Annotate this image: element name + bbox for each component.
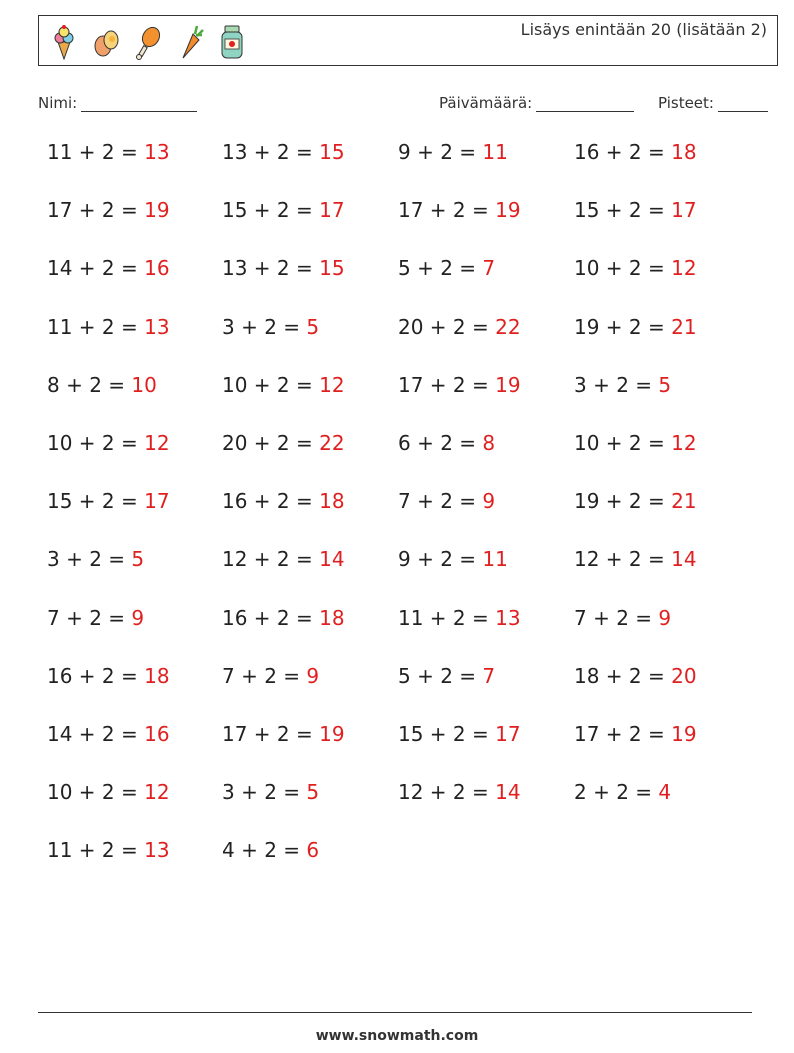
- problem-question: 14 + 2 =: [47, 722, 145, 746]
- problem-answer: 12: [144, 431, 170, 455]
- problem-question: 15 + 2 =: [574, 198, 672, 223]
- problem-item: [47, 722, 170, 746]
- worksheet-header: [38, 15, 778, 66]
- problem-answer: 13: [144, 314, 170, 339]
- problem-question: 16 + 2 =: [47, 663, 145, 688]
- problem-answer: 18: [671, 140, 697, 164]
- problem-answer: 16: [144, 256, 170, 281]
- problem-answer: 12: [144, 780, 170, 805]
- problem-answer: 9: [658, 605, 672, 630]
- name-label: Nimi:: [38, 94, 78, 112]
- problem-answer: 12: [319, 372, 345, 397]
- footer-divider: [38, 1012, 752, 1013]
- problem-answer: 22: [495, 314, 521, 339]
- problem-item: [574, 256, 697, 280]
- problem-item: [398, 780, 521, 804]
- problem-item: [574, 140, 697, 164]
- problem-question: 16 + 2 =: [222, 605, 320, 630]
- problem-question: 11 + 2 =: [398, 605, 496, 630]
- problem-question: 13 + 2 =: [222, 140, 320, 164]
- problem-question: 20 + 2 =: [222, 431, 320, 455]
- carrot-icon: [175, 22, 205, 62]
- problem-question: 4 + 2 =: [222, 838, 307, 863]
- problem-item: [574, 315, 697, 339]
- problem-question: 17 + 2 =: [574, 722, 672, 746]
- problem-item: [222, 838, 319, 862]
- problem-answer: 13: [144, 140, 170, 164]
- problem-answer: 13: [495, 605, 521, 630]
- ice-cream-icon: [49, 22, 79, 62]
- problem-item: [398, 664, 495, 688]
- problem-answer: 22: [319, 431, 345, 455]
- problem-question: 17 + 2 =: [222, 722, 320, 746]
- problem-answer: 14: [495, 780, 521, 805]
- problem-item: [222, 722, 345, 746]
- problem-answer: 17: [671, 198, 697, 223]
- problem-answer: 14: [319, 547, 345, 572]
- problem-item: [222, 431, 345, 455]
- problem-question: 3 + 2 =: [47, 547, 132, 572]
- problem-question: 15 + 2 =: [222, 198, 320, 223]
- problem-item: [574, 431, 697, 455]
- problem-answer: 16: [144, 722, 170, 746]
- problem-question: 13 + 2 =: [222, 256, 320, 281]
- date-line[interactable]: [536, 95, 634, 112]
- problem-answer: 6: [306, 838, 320, 863]
- problem-item: [222, 373, 345, 397]
- problem-question: 7 + 2 =: [574, 605, 659, 630]
- problem-answer: 18: [319, 489, 345, 514]
- problem-question: 12 + 2 =: [222, 547, 320, 572]
- problem-answer: 10: [131, 372, 157, 397]
- name-field[interactable]: [38, 94, 197, 112]
- problem-item: [222, 606, 345, 630]
- jam-jar-icon: [217, 22, 247, 62]
- problem-question: 19 + 2 =: [574, 314, 672, 339]
- problem-answer: 5: [131, 547, 145, 572]
- problem-question: 20 + 2 =: [398, 314, 496, 339]
- problem-answer: 19: [495, 198, 521, 223]
- problem-answer: 12: [671, 256, 697, 281]
- footer-url[interactable]: www.snowmath.com: [315, 1028, 479, 1044]
- problem-item: [398, 315, 521, 339]
- problem-answer: 15: [319, 140, 345, 164]
- header-icons: [49, 22, 247, 62]
- problem-answer: 15: [319, 256, 345, 281]
- problem-answer: 11: [482, 547, 508, 572]
- problem-item: [398, 547, 508, 571]
- problem-question: 16 + 2 =: [222, 489, 320, 514]
- problem-answer: 21: [671, 489, 697, 514]
- name-line[interactable]: [81, 95, 197, 112]
- score-label: Pisteet:: [658, 94, 714, 112]
- problem-question: 17 + 2 =: [47, 198, 145, 223]
- problem-question: 3 + 2 =: [222, 314, 307, 339]
- problem-item: [574, 547, 697, 571]
- problem-answer: 14: [671, 547, 697, 572]
- problem-question: 3 + 2 =: [222, 780, 307, 805]
- problem-item: [47, 373, 157, 397]
- problem-item: [398, 606, 521, 630]
- problem-item: [574, 722, 697, 746]
- problem-item: [47, 547, 144, 571]
- problem-answer: 19: [319, 722, 345, 746]
- problem-answer: 13: [144, 838, 170, 863]
- problem-answer: 18: [319, 605, 345, 630]
- problem-item: [222, 198, 345, 222]
- problem-item: [574, 198, 697, 222]
- problem-question: 3 + 2 =: [574, 372, 659, 397]
- problem-question: 15 + 2 =: [47, 489, 145, 514]
- score-field[interactable]: [658, 94, 768, 112]
- problem-item: [47, 606, 144, 630]
- problem-question: 11 + 2 =: [47, 314, 145, 339]
- problem-answer: 5: [306, 314, 320, 339]
- problem-question: 19 + 2 =: [574, 489, 672, 514]
- problem-item: [398, 198, 521, 222]
- problem-answer: 18: [144, 663, 170, 688]
- problem-question: 16 + 2 =: [574, 140, 672, 164]
- problem-question: 9 + 2 =: [398, 547, 483, 572]
- problem-item: [398, 722, 521, 746]
- problem-question: 10 + 2 =: [222, 372, 320, 397]
- problem-answer: 19: [144, 198, 170, 223]
- problem-answer: 7: [482, 256, 496, 281]
- problem-answer: 7: [482, 663, 496, 688]
- problem-answer: 17: [144, 489, 170, 514]
- problem-answer: 4: [658, 780, 672, 805]
- problem-answer: 17: [495, 722, 521, 746]
- problem-question: 17 + 2 =: [398, 198, 496, 223]
- problem-question: 12 + 2 =: [574, 547, 672, 572]
- problem-question: 14 + 2 =: [47, 256, 145, 281]
- problem-item: [574, 780, 671, 804]
- problem-item: [47, 664, 170, 688]
- problem-question: 11 + 2 =: [47, 140, 145, 164]
- worksheet-title: Lisäys enintään 20 (lisätään 2): [520, 20, 767, 39]
- problem-item: [222, 315, 319, 339]
- problem-question: 7 + 2 =: [47, 605, 132, 630]
- problem-answer: 9: [482, 489, 496, 514]
- problem-item: [47, 198, 170, 222]
- problem-item: [47, 838, 170, 862]
- eggs-icon: [91, 22, 121, 62]
- problem-item: [574, 664, 697, 688]
- problem-item: [574, 606, 671, 630]
- problem-answer: 5: [306, 780, 320, 805]
- date-field[interactable]: [439, 94, 634, 112]
- problem-item: [222, 547, 345, 571]
- chicken-leg-icon: [133, 22, 163, 62]
- problem-answer: 17: [319, 198, 345, 223]
- problem-question: 6 + 2 =: [398, 431, 483, 455]
- problem-question: 7 + 2 =: [222, 663, 307, 688]
- problem-answer: 20: [671, 663, 697, 688]
- problem-question: 5 + 2 =: [398, 256, 483, 281]
- problem-item: [47, 315, 170, 339]
- problem-question: 7 + 2 =: [398, 489, 483, 514]
- problem-item: [398, 431, 495, 455]
- problem-item: [574, 373, 671, 397]
- problem-answer: 19: [671, 722, 697, 746]
- problem-answer: 9: [131, 605, 145, 630]
- problem-answer: 12: [671, 431, 697, 455]
- problem-question: 17 + 2 =: [398, 372, 496, 397]
- problem-item: [222, 256, 345, 280]
- problem-answer: 21: [671, 314, 697, 339]
- problem-question: 2 + 2 =: [574, 780, 659, 805]
- problem-item: [222, 489, 345, 513]
- problem-answer: 8: [482, 431, 496, 455]
- problem-item: [222, 780, 319, 804]
- problem-item: [47, 489, 170, 513]
- problem-question: 8 + 2 =: [47, 372, 132, 397]
- problem-question: 10 + 2 =: [574, 431, 672, 455]
- problem-item: [398, 256, 495, 280]
- problem-item: [222, 140, 345, 164]
- problem-answer: 19: [495, 372, 521, 397]
- problem-item: [222, 664, 319, 688]
- problem-answer: 9: [306, 663, 320, 688]
- problem-item: [47, 256, 170, 280]
- problem-question: 10 + 2 =: [574, 256, 672, 281]
- problem-question: 15 + 2 =: [398, 722, 496, 746]
- problem-item: [398, 140, 508, 164]
- problem-item: [398, 373, 521, 397]
- problem-question: 5 + 2 =: [398, 663, 483, 688]
- problem-item: [47, 140, 170, 164]
- problem-question: 9 + 2 =: [398, 140, 483, 164]
- problem-item: [574, 489, 697, 513]
- problem-question: 12 + 2 =: [398, 780, 496, 805]
- problem-answer: 5: [658, 372, 672, 397]
- problem-answer: 11: [482, 140, 508, 164]
- date-label: Päivämäärä:: [439, 94, 533, 112]
- problem-question: 10 + 2 =: [47, 780, 145, 805]
- problem-item: [47, 431, 170, 455]
- problem-question: 18 + 2 =: [574, 663, 672, 688]
- score-line[interactable]: [718, 95, 768, 112]
- problem-question: 10 + 2 =: [47, 431, 145, 455]
- problem-item: [398, 489, 495, 513]
- problem-item: [47, 780, 170, 804]
- problem-question: 11 + 2 =: [47, 838, 145, 863]
